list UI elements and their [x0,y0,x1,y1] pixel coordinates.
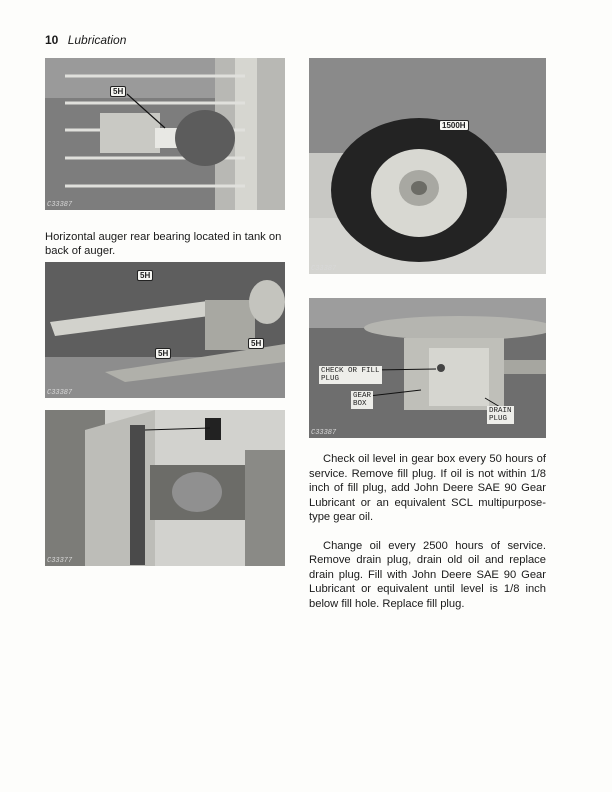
section-title: Lubrication [67,33,127,47]
photo-driveline [45,262,285,398]
gear-box-label: GEAR BOX [353,392,372,408]
photo-chain-drive [45,410,285,566]
photo-gear-box [309,298,546,438]
photo-code: C33377 [47,557,73,565]
paragraph-check-oil: Check oil level in gear box every 50 hours of service. Remove fill plug. If oil is not within 1/8 inch of fill plug, add John Deere SAE 90 Gear Lubricant or an equivalent SCL multipurpose-type gear oil. [309,453,546,523]
photo-code: C33387 [47,201,73,209]
caption-auger: Horizontal auger rear bearing located in tank on back of auger. [45,231,282,257]
lube-interval-badge: 5H [248,338,264,349]
photo-code: C33387 [47,389,73,397]
page-number: 10 [45,33,59,47]
lube-interval-badge: 5H [110,86,126,97]
page-header [45,33,126,47]
photo-code: C33387 [311,429,337,437]
gearbox-instructions [309,452,546,625]
photo-wheel-hub [309,58,546,274]
lube-interval-badge: 5H [155,348,171,359]
photo-auger-bearing [45,58,285,210]
paragraph-change-oil: Change oil every 2500 hours of service. Remove drain plug, drain old oil and replace drain plug. Fill with John Deere SAE 90 Gear Lubricant or equivalent until level is 1/8 inch below fill hole. Replace fill plug. [309,539,546,610]
photo-code: C33387 [311,265,337,273]
check-fill-plug-label: CHECK OR FILL PLUG [321,367,380,383]
lube-interval-badge: 1500H [439,120,469,131]
lube-interval-badge: 5H [137,270,153,281]
drain-plug-label: DRAIN PLUG [489,407,512,423]
